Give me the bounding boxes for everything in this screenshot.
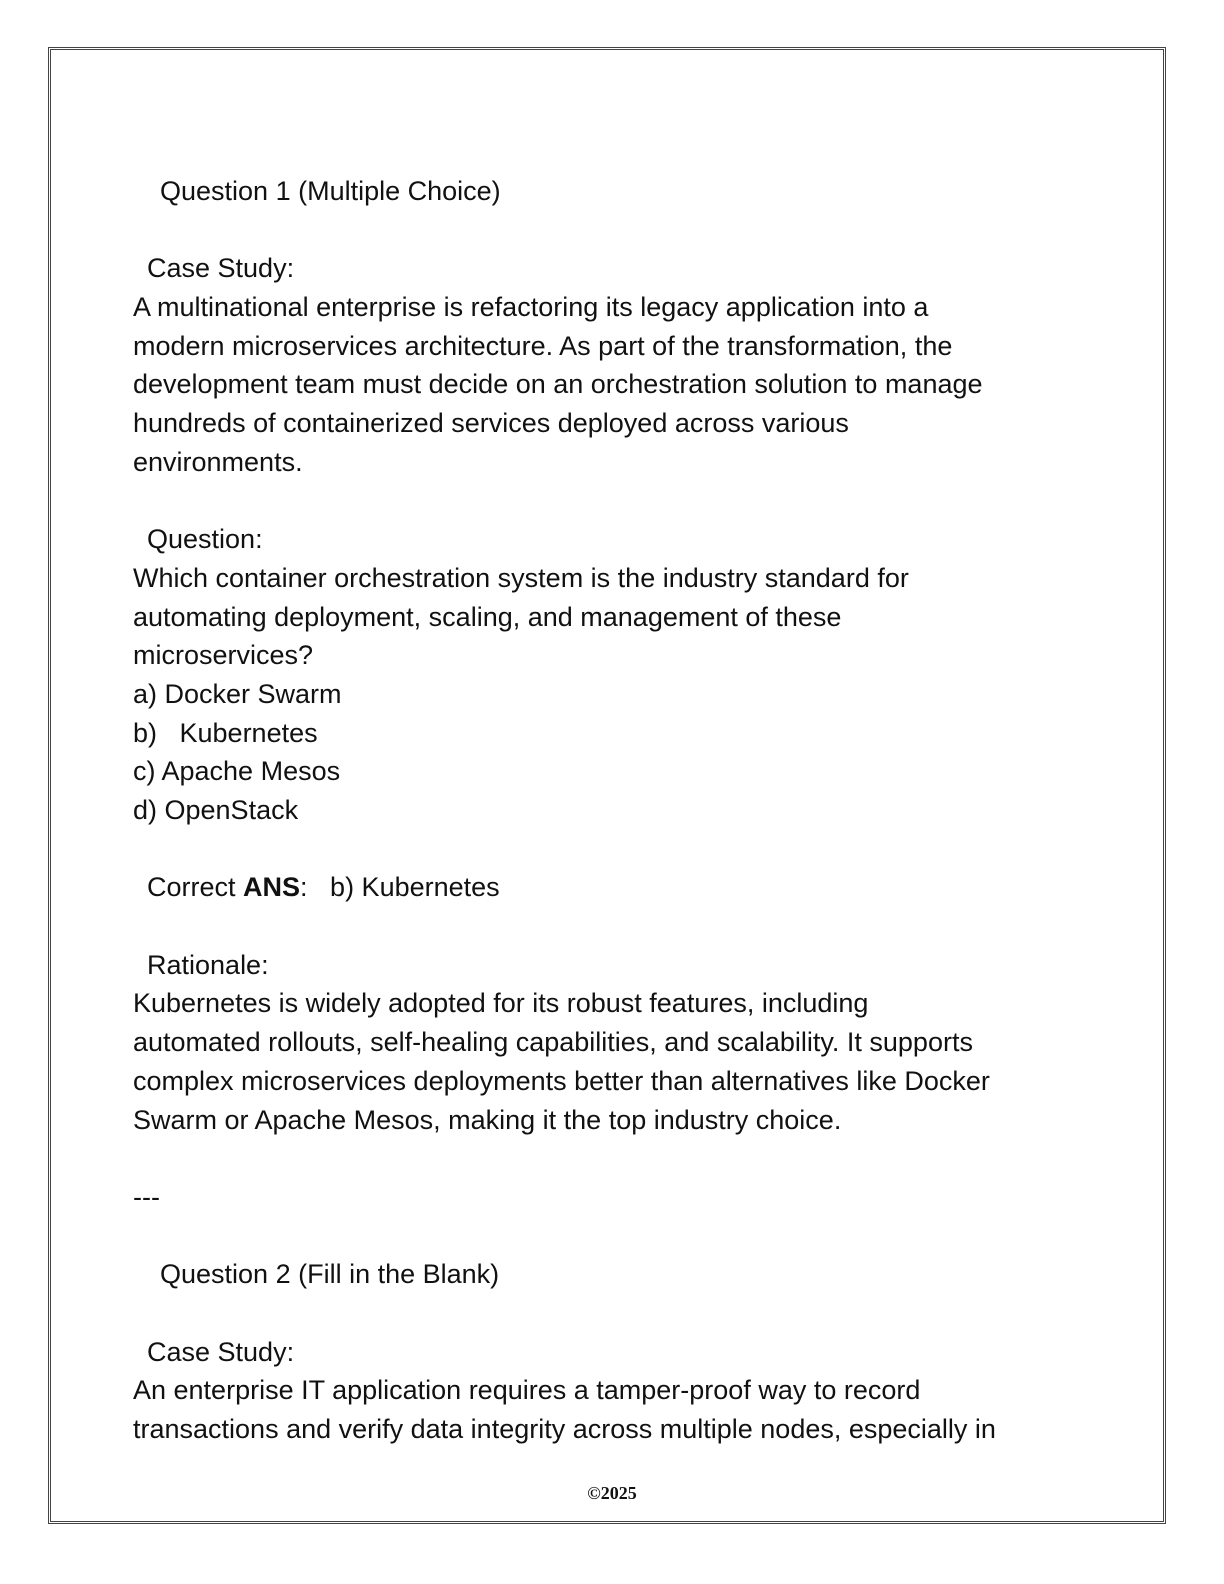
rationale-text-line: automated rollouts, self-healing capabilities, and scalability. It supports bbox=[133, 1027, 973, 1058]
case-text-line: transactions and verify data integrity across multiple nodes, especially in bbox=[133, 1414, 996, 1444]
copyright-footer: ©2025 bbox=[587, 1483, 637, 1503]
correct-answer bbox=[133, 868, 1093, 907]
case-text-line: modern microservices architecture. As part of the transformation, the bbox=[133, 330, 953, 361]
option-a: a) Docker Swarm bbox=[133, 678, 342, 709]
question-2-case-label: Case Study: bbox=[147, 1336, 295, 1367]
option-d: d) OpenStack bbox=[133, 795, 299, 825]
question-text-line: automating deployment, scaling, and management of these bbox=[133, 601, 842, 632]
rationale-text-line: Swarm or Apache Mesos, making it the top industry choice. bbox=[133, 1104, 842, 1135]
question-text-line: microservices? bbox=[133, 640, 314, 671]
option-b: b) Kubernetes bbox=[133, 717, 318, 748]
question-1-heading: Question 1 (Multiple Choice) bbox=[160, 176, 501, 206]
question-1-question-label: Question: bbox=[147, 524, 263, 555]
case-text-line: A multinational enterprise is refactoring its legacy application into a bbox=[133, 292, 929, 323]
case-text-line: An enterprise IT application requires a tamper-proof way to record bbox=[133, 1375, 921, 1406]
correct-answer-value: : b) Kubernetes bbox=[300, 872, 500, 903]
section-separator: --- bbox=[133, 1181, 160, 1212]
question-1-case-label: Case Study: bbox=[147, 253, 295, 284]
question-2-heading: Question 2 (Fill in the Blank) bbox=[160, 1259, 500, 1290]
rationale-text-line: complex microservices deployments better than alternatives like Docker bbox=[133, 1065, 990, 1096]
case-text-line: environments. bbox=[133, 446, 303, 477]
rationale-label: Rationale: bbox=[147, 949, 269, 980]
correct-answer-ans: ANS bbox=[243, 872, 301, 903]
case-text-line: hundreds of containerized services deployed across various bbox=[133, 408, 849, 439]
correct-answer-prefix: Correct bbox=[147, 872, 244, 903]
case-text-line: development team must decide on an orchestration solution to manage bbox=[133, 369, 983, 400]
option-c: c) Apache Mesos bbox=[133, 756, 341, 787]
question-text-line: Which container orchestration system is the industry standard for bbox=[133, 562, 909, 593]
document-body bbox=[133, 172, 1093, 1449]
rationale-text-line: Kubernetes is widely adopted for its robust features, including bbox=[133, 988, 869, 1019]
